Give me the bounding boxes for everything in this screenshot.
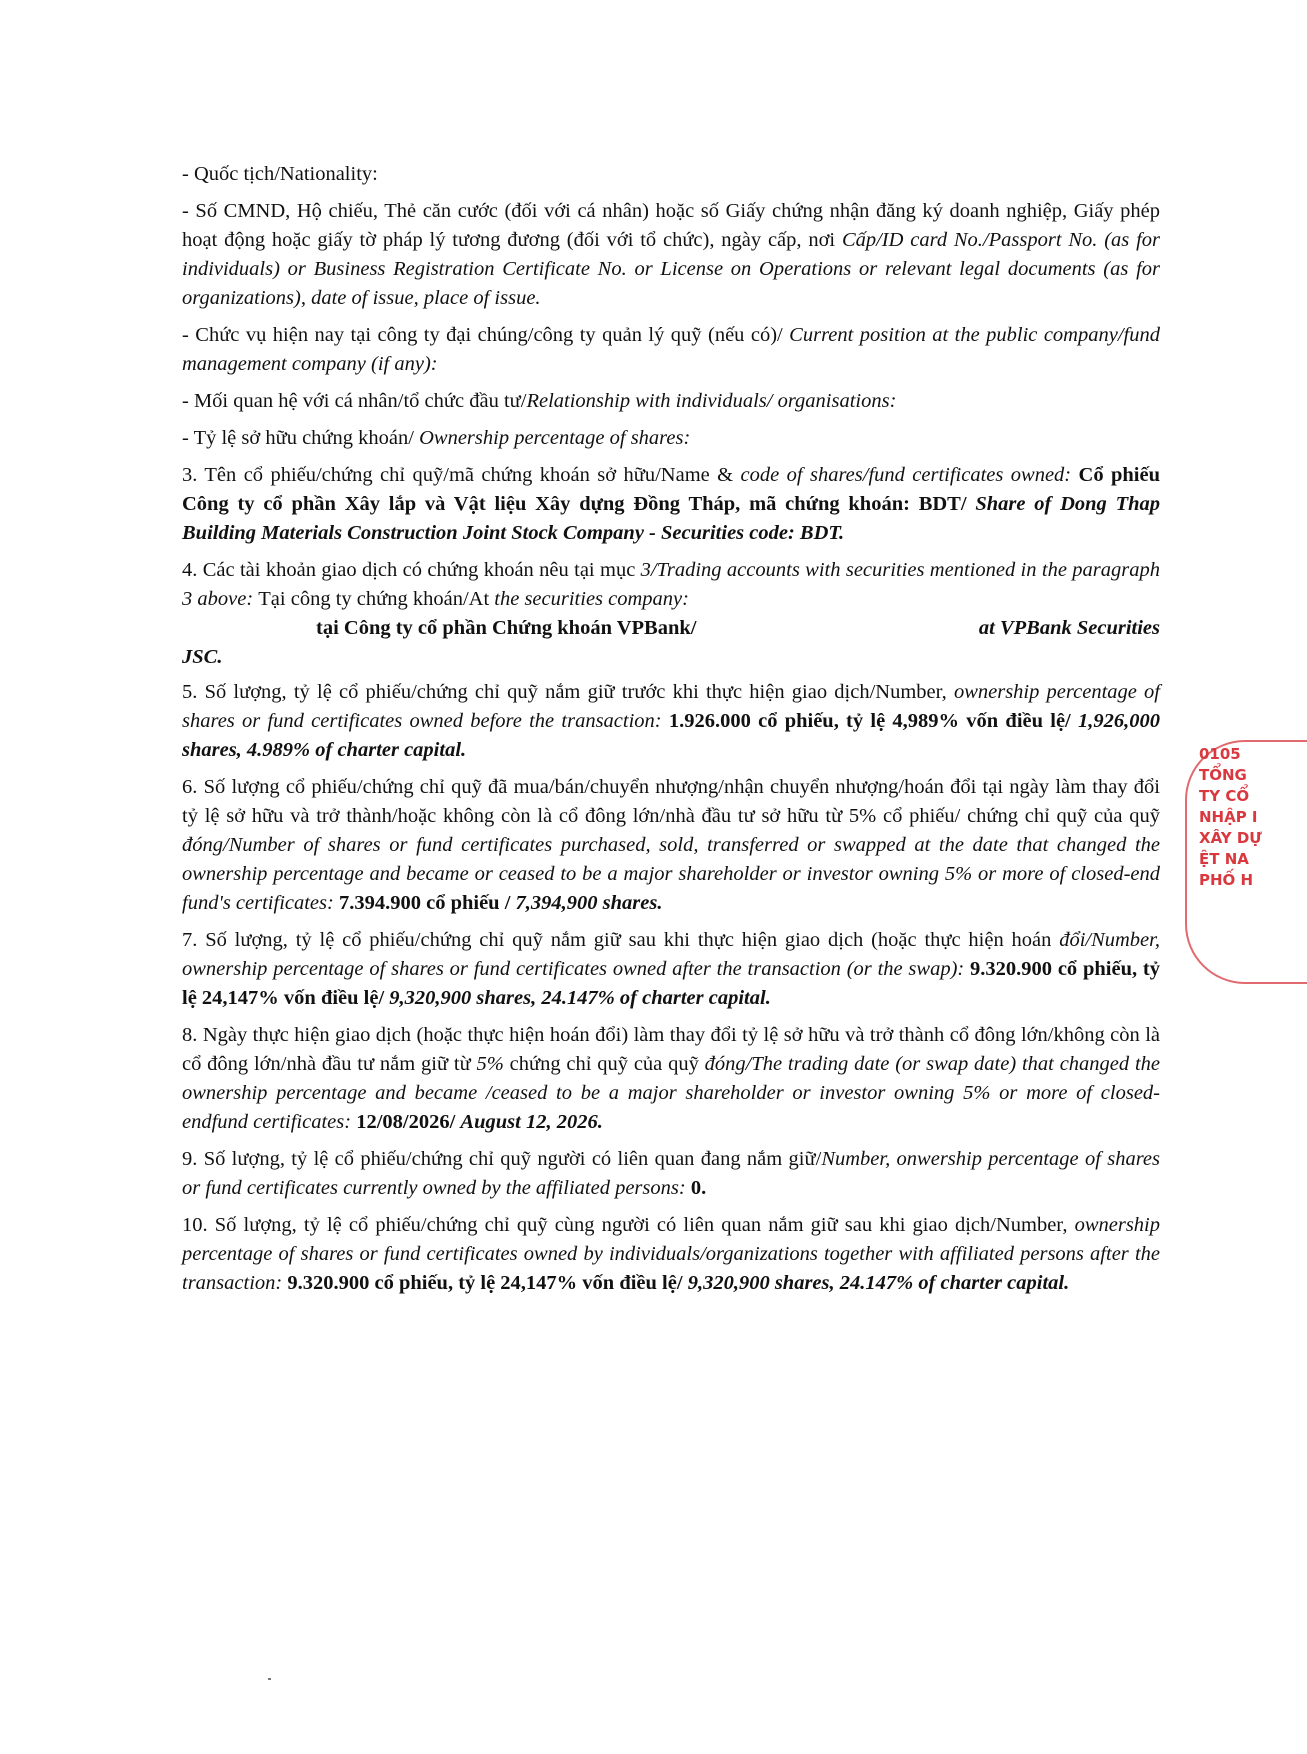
section-8-en: đóng/The trading date (or swap date) that changed the ownership percentage and became /ceased to be a major shareholder or investor owning 5% or more of closed-endfund certificates: — [182, 1053, 1160, 1133]
section-10-en: ownership percentage of shares or fund certificates owned by individuals/organizations together with affiliated persons after the transaction: — [182, 1214, 1160, 1294]
section-10-vi: 10. Số lượng, tỷ lệ cổ phiếu/chứng chỉ quỹ cùng người có liên quan nắm giữ sau khi giao dịch/Number, — [182, 1214, 1075, 1236]
position-vi: - Chức vụ hiện nay tại công ty đại chúng/công ty quản lý quỹ (nếu có)/ — [182, 324, 790, 346]
section-4-broker-vi: tại Công ty cổ phần Chứng khoán VPBank/ — [316, 617, 697, 639]
section-10-value-vi: 9.320.900 cổ phiếu, tỷ lệ 24,147% vốn điều lệ/ — [287, 1272, 688, 1294]
position-line — [182, 321, 1160, 379]
section-8 — [182, 1021, 1160, 1137]
stamp-line: TỔNG — [1199, 766, 1247, 784]
document-body — [182, 160, 1160, 1306]
stamp-line: 0105 — [1199, 745, 1241, 763]
section-8-vi-cont: chứng chỉ quỹ của quỹ — [509, 1053, 705, 1075]
section-5-vi: 5. Số lượng, tỷ lệ cổ phiếu/chứng chỉ quỹ nắm giữ trước khi thực hiện giao dịch/Number, — [182, 681, 954, 703]
section-4-vi: 4. Các tài khoản giao dịch có chứng khoán nêu tại mục — [182, 559, 641, 581]
company-stamp — [1185, 740, 1265, 980]
section-4-broker-en: at VPBank Securities — [978, 617, 1160, 639]
section-4-en: 3/Trading accounts with securities mentioned in the paragraph 3 above: — [182, 559, 1160, 610]
stamp-line: XÂY DỰ — [1199, 829, 1262, 847]
section-3-value-vi: Cổ phiếu Công ty cổ phần Xây lắp và Vật liệu Xây dựng Đồng Tháp, mã chứng khoán: BDT/ — [182, 464, 1160, 515]
section-4 — [182, 556, 1160, 672]
section-3-value-en: Share of Dong Thap Building Materials Construction Joint Stock Company - Securities code: BDT. — [182, 493, 1160, 544]
section-10-value-en: 9,320,900 shares, 24.147% of charter capital. — [687, 1272, 1070, 1294]
section-8-vi: 8. Ngày thực hiện giao dịch (hoặc thực hiện hoán đổi) làm thay đổi tỷ lệ sở hữu và trở thành cổ đông lớn/không còn là cổ đông lớn/nhà đầu tư nắm giữ từ — [182, 1024, 1160, 1075]
section-8-date-vi: 12/08/2026/ — [356, 1111, 461, 1133]
section-7-vi: 7. Số lượng, tỷ lệ cổ phiếu/chứng chỉ quỹ nắm giữ sau khi thực hiện giao dịch (hoặc thực hiện hoán — [182, 929, 1060, 951]
id-document-en: Cấp/ID card No./Passport No. (as for individuals) or Business Registration Certificate No. or License on Operations or relevant legal documents (as for organizations), date of issue, place of issue. — [182, 229, 1160, 309]
section-7-value-vi: 9.320.900 cổ phiếu, tỷ lệ 24,147% vốn điều lệ/ — [182, 958, 1160, 1009]
stamp-line: TY CỔ — [1199, 787, 1250, 805]
stamp-line: PHỐ H — [1199, 871, 1254, 889]
section-4-text — [182, 556, 1160, 614]
section-9-en: Number, onwership percentage of shares or fund certificates currently owned by the affiliated persons: — [182, 1148, 1160, 1199]
section-9-vi: 9. Số lượng, tỷ lệ cổ phiếu/chứng chỉ quỹ người có liên quan đang nắm giữ/ — [182, 1148, 822, 1170]
section-5-value-vi: 1.926.000 cổ phiếu, tỷ lệ 4,989% vốn điều lệ/ — [668, 710, 1078, 732]
section-4-broker-en-end: JSC. — [182, 646, 223, 668]
section-7 — [182, 926, 1160, 1013]
nationality-line — [182, 160, 1160, 189]
section-7-en: đổi/Number, ownership percentage of shares or fund certificates owned after the transaction (or the swap): — [182, 929, 1160, 980]
section-7-value-en: 9,320,900 shares, 24.147% of charter capital. — [389, 987, 771, 1009]
section-6-value-vi: 7.394.900 cổ phiếu / — [338, 892, 516, 914]
scan-speck — [268, 1678, 271, 1680]
section-5-value-en: 1,926,000 shares, 4.989% of charter capital. — [182, 710, 1160, 761]
ownership-line — [182, 424, 1160, 453]
section-8-pct: 5% — [476, 1053, 510, 1075]
section-9 — [182, 1145, 1160, 1203]
stamp-text — [1199, 744, 1262, 891]
id-document-vi: - Số CMND, Hộ chiếu, Thẻ căn cước (đối với cá nhân) hoặc số Giấy chứng nhận đăng ký doanh nghiệp, Giấy phép hoạt động hoặc giấy tờ pháp lý tương đương (đối với tổ chức), ngày cấp, nơi — [182, 200, 1160, 251]
stamp-line: ỆT NA — [1199, 850, 1249, 868]
section-8-date-en: August 12, 2026. — [460, 1111, 603, 1133]
section-3-vi: 3. Tên cổ phiếu/chứng chỉ quỹ/mã chứng khoán sở hữu/Name & — [182, 464, 741, 486]
section-6-vi: 6. Số lượng cổ phiếu/chứng chỉ quỹ đã mua/bán/chuyển nhượng/nhận chuyển nhượng/hoán đổi tại ngày làm thay đổi tỷ lệ sở hữu và trở thành/hoặc không còn là cổ đông lớn/nhà đầu tư sở hữu từ 5% cổ phiếu/ chứng chỉ quỹ của quỹ — [182, 776, 1160, 827]
section-3-en: code of shares/fund certificates owned: — [740, 464, 1079, 486]
ownership-vi: - Tỷ lệ sở hữu chứng khoán/ — [182, 427, 420, 449]
nationality-text: - Quốc tịch/Nationality: — [182, 163, 378, 185]
relationship-vi: - Mối quan hệ với cá nhân/tổ chức đầu tư/ — [182, 390, 527, 412]
section-9-value: 0. — [690, 1177, 707, 1199]
section-4-company-vi: Tại công ty chứng khoán/At — [258, 588, 495, 610]
id-document-line — [182, 197, 1160, 313]
section-10 — [182, 1211, 1160, 1298]
section-4-company-en: the securities company: — [494, 588, 689, 610]
section-6-value-en: 7,394,900 shares. — [515, 892, 663, 914]
section-5-en: ownership percentage of shares or fund certificates owned before the transaction: — [182, 681, 1160, 732]
ownership-en: Ownership percentage of shares: — [419, 427, 691, 449]
section-6 — [182, 773, 1160, 918]
section-4-broker — [182, 614, 1160, 643]
relationship-line — [182, 387, 1160, 416]
section-6-en: đóng/Number of shares or fund certificates purchased, sold, transferred or swapped at the date that changed the ownership percentage and became or ceased to be a major shareholder or investor owning 5% or more of closed-end fund's certificates: — [182, 834, 1160, 914]
stamp-line: NHẬP I — [1199, 808, 1258, 826]
relationship-en: Relationship with individuals/ organisations: — [526, 390, 897, 412]
section-5 — [182, 678, 1160, 765]
section-3 — [182, 461, 1160, 548]
position-en: Current position at the public company/fund management company (if any): — [182, 324, 1160, 375]
